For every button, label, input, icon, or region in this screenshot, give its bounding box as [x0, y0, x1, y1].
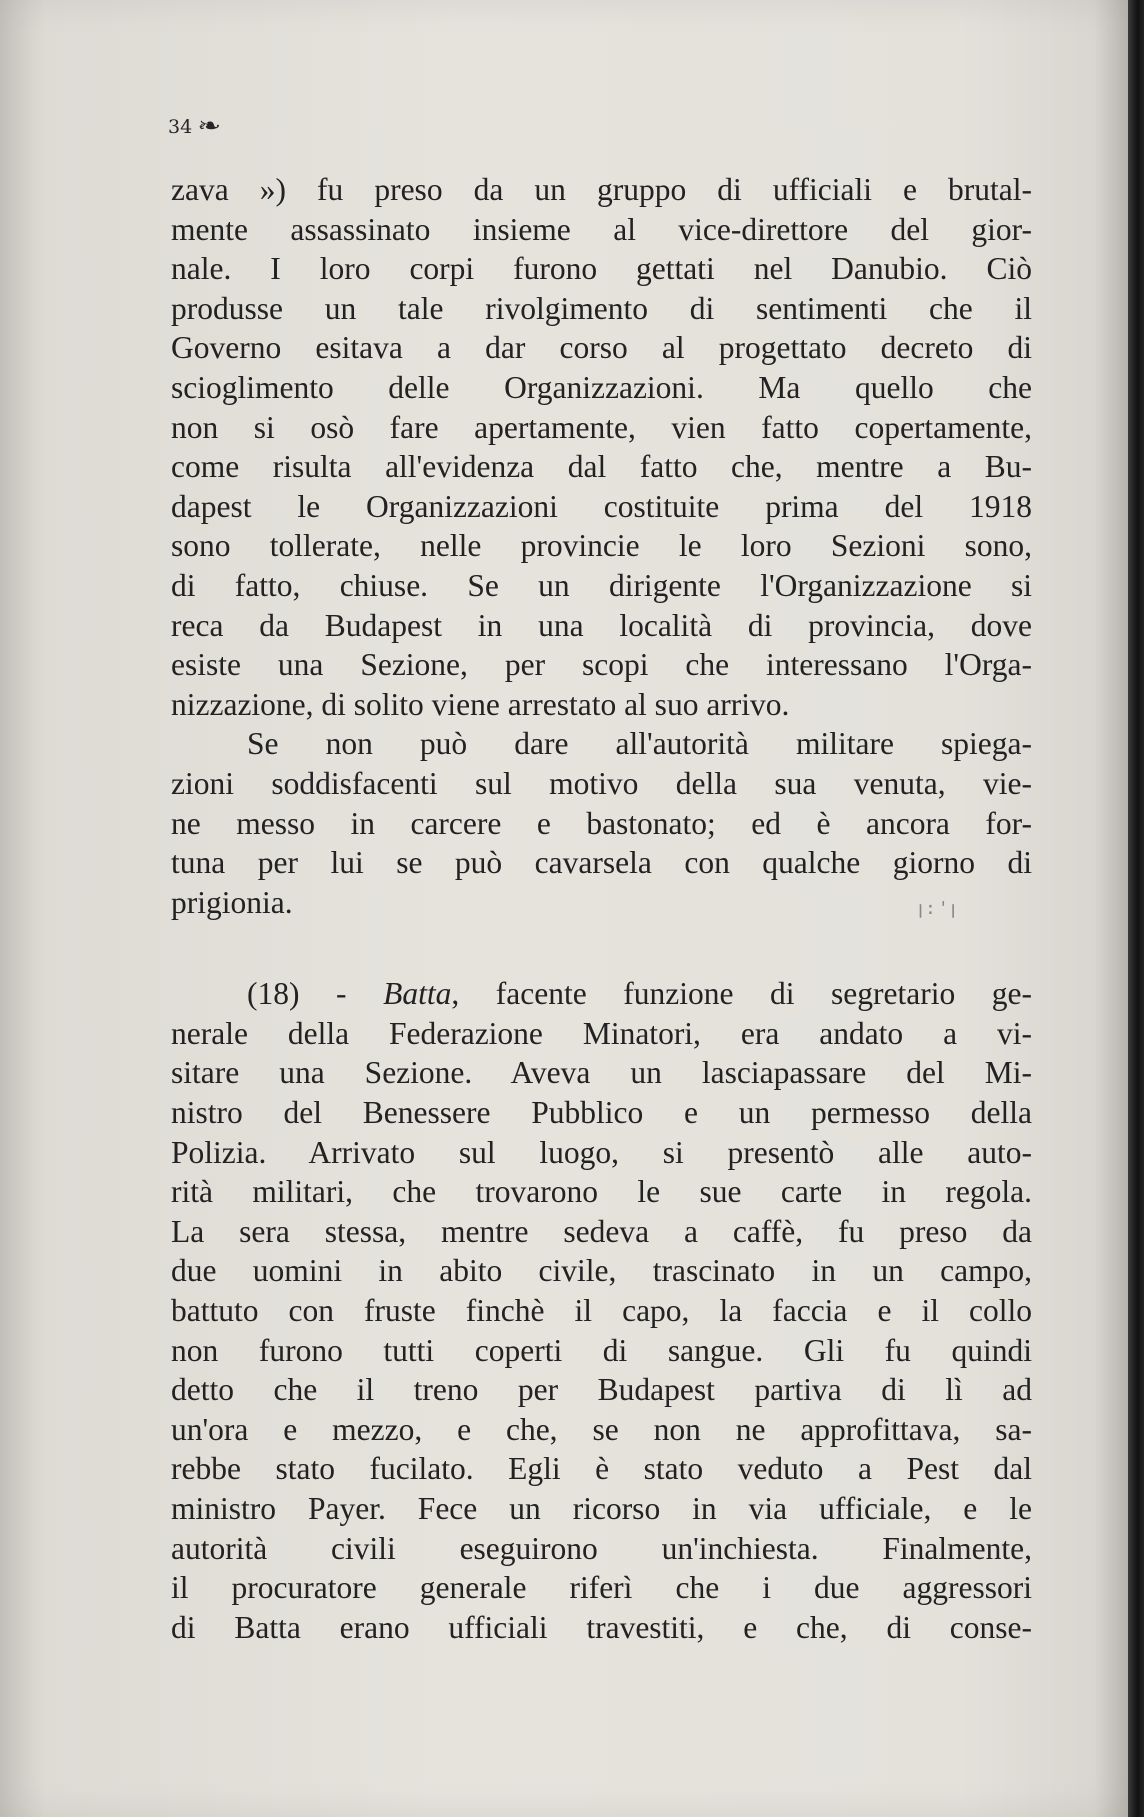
text-line: ministro Payer. Fece un ricorso in via ufficiale, e le [171, 1491, 1032, 1526]
text-line: di fatto, chiuse. Se un dirigente l'Organizzazione si [171, 567, 1032, 603]
text-line: dapest le Organizzazioni costituite prima del 1918 [171, 488, 1032, 524]
text-line: Governo esitava a dar corso al progettato decreto di [171, 330, 1032, 366]
paragraph-1 [171, 170, 1032, 724]
book-spine-edge [1128, 0, 1144, 1817]
text-line: non furono tutti coperti di sangue. Gli fu quindi [171, 1332, 1032, 1368]
text-line: battuto con fruste finchè il capo, la faccia e il collo [171, 1293, 1032, 1329]
text-line: tuna per lui se può cavarsela con qualche giorno di [171, 845, 1032, 881]
text-line: non si osò fare apertamente, vien fatto copertamente, [171, 409, 1032, 445]
text-line: La sera stessa, mentre sedeva a caffè, fu preso da [171, 1213, 1032, 1249]
text-line: il procuratore generale riferì che i due aggressori [171, 1570, 1032, 1606]
text-line: nistro del Benessere Pubblico e un permesso della [171, 1095, 1032, 1131]
text-line: reca da Budapest in una località di provincia, dove [171, 607, 1032, 643]
text-line: scioglimento delle Organizzazioni. Ma quello che [171, 369, 1032, 405]
person-name: Batta [383, 976, 452, 1012]
note-number: (18) - [247, 976, 384, 1012]
page-header [168, 114, 222, 139]
text-line: come risulta all'evidenza dal fatto che, mentre a Bu- [171, 449, 1032, 485]
text-line: zava ») fu preso da un gruppo di ufficiali e brutal- [171, 172, 1032, 207]
body-text [171, 170, 1032, 1647]
paragraph-3-first-line [171, 974, 1032, 1014]
text-line: produsse un tale rivolgimento di sentimenti che il [171, 290, 1032, 326]
ornament-leaf-icon: ❧ [197, 114, 222, 139]
text-line: rebbe stato fucilato. Egli è stato veduto a Pest dal [171, 1451, 1032, 1487]
library-stamp: ꞁ:'ꞁ [918, 898, 958, 919]
text-line: nerale della Federazione Minatori, era andato a vi- [171, 1015, 1032, 1051]
paragraph-gap [171, 922, 1032, 974]
text-line: due uomini in abito civile, trascinato in un campo, [171, 1253, 1032, 1289]
text-line: prigionia. [171, 884, 293, 920]
text-line: nizzazione, di solito viene arrestato al suo arrivo. [171, 686, 790, 722]
text-line: ne messo in carcere e bastonato; ed è ancora for- [171, 805, 1032, 841]
text-line: sitare una Sezione. Aveva un lasciapassare del Mi- [171, 1055, 1032, 1091]
text-line: autorità civili eseguirono un'inchiesta. Finalmente, [171, 1530, 1032, 1566]
first-line-rest: , facente funzione di segretario ge- [451, 976, 1032, 1012]
text-line: di Batta erano ufficiali travestiti, e che, di conse- [171, 1609, 1032, 1645]
text-line: esiste una Sezione, per scopi che interessano l'Orga- [171, 647, 1032, 683]
text-line: rità militari, che trovarono le sue carte in regola. [171, 1174, 1032, 1210]
text-line: mente assassinato insieme al vice-direttore del gior- [171, 211, 1032, 247]
text-line: nale. I loro corpi furono gettati nel Danubio. Ciò [171, 251, 1032, 287]
text-line: Polizia. Arrivato sul luogo, si presentò alle auto- [171, 1134, 1032, 1170]
text-line: detto che il treno per Budapest partiva di lì ad [171, 1372, 1032, 1408]
paragraph-2 [171, 724, 1032, 922]
text-line: sono tollerate, nelle provincie le loro Sezioni sono, [171, 528, 1032, 564]
page-number: 34 [168, 115, 193, 138]
paragraph-3 [171, 974, 1032, 1647]
text-line: Se non può dare all'autorità militare spiega- [247, 726, 1032, 762]
text-line: un'ora e mezzo, e che, se non ne approfittava, sa- [171, 1411, 1032, 1447]
text-line: zioni soddisfacenti sul motivo della sua venuta, vie- [171, 765, 1032, 801]
